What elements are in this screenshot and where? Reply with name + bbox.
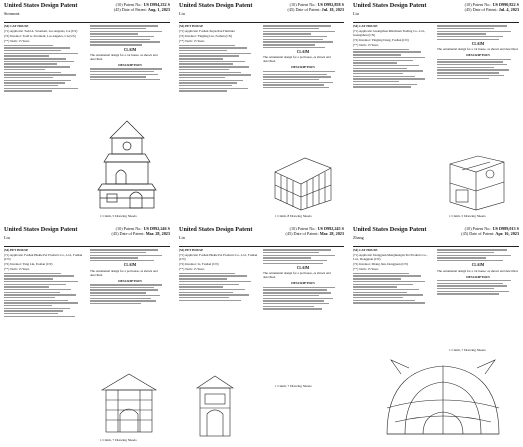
inventor-line: (72) Inventor: Zhang Jian, Dongguan (CN) bbox=[353, 262, 408, 267]
patent-header bbox=[353, 2, 519, 23]
term: (**) Term: 15 Years bbox=[4, 39, 30, 44]
description-heading: DESCRIPTION bbox=[291, 65, 315, 70]
patent-number-block bbox=[287, 2, 344, 12]
term: (**) Term: 15 Years bbox=[353, 267, 379, 272]
patent-date: Mar. 28, 2023 bbox=[319, 231, 344, 236]
applicant: (71) Applicant: Todd A. Stromont, Los Angeles, CA (US) bbox=[4, 29, 78, 34]
patent-header bbox=[4, 226, 170, 247]
item-title: (54) PET HOUSE bbox=[4, 248, 29, 252]
right-column bbox=[263, 248, 343, 378]
claim-text: The ornamental design for a cat house, as shown and described. bbox=[437, 47, 519, 52]
patent-number: US D990,822 S bbox=[492, 2, 519, 7]
claim-text: The ornamental design for a pet house, as shown and described. bbox=[263, 55, 331, 64]
patent-document bbox=[175, 224, 348, 447]
left-column bbox=[4, 248, 86, 443]
claim-text: The ornamental design for a cat house, as shown and described. bbox=[437, 268, 519, 273]
patent-number-label: (10) Patent No.: bbox=[115, 226, 143, 231]
inventor-name: Stromont bbox=[4, 11, 20, 16]
patent-date: Jul. 4, 2023 bbox=[498, 7, 519, 12]
claim-heading: CLAIM bbox=[296, 50, 310, 55]
patent-title: United States Design Patent bbox=[353, 226, 427, 233]
patent-number: US D992,246 S bbox=[143, 226, 170, 231]
patent-header bbox=[353, 226, 519, 247]
patent-date-label: (45) Date of Patent: bbox=[113, 7, 147, 12]
description-heading: DESCRIPTION bbox=[291, 281, 315, 286]
inventor-line: (72) Inventor: Yingting Liu, Foshan (CN) bbox=[179, 34, 233, 39]
patent-date-label: (45) Date of Patent: bbox=[285, 231, 319, 236]
left-column bbox=[353, 248, 433, 373]
right-column bbox=[90, 248, 170, 373]
item-title: (54) CAT HOUSE bbox=[353, 248, 378, 252]
pet-house-drawing bbox=[98, 370, 160, 436]
inventor-name: Liu bbox=[353, 11, 359, 16]
patent-number: US D994,232 S bbox=[143, 2, 170, 7]
inventor-line: (72) Inventor: Li, Foshan (CN) bbox=[179, 262, 219, 267]
patent-number-block bbox=[112, 226, 170, 236]
patent-date: Jul. 18, 2023 bbox=[321, 7, 344, 12]
description-heading: DESCRIPTION bbox=[466, 274, 490, 279]
inventor-name: Lin bbox=[179, 235, 185, 240]
patent-number-label: (10) Patent No.: bbox=[289, 226, 317, 231]
right-column bbox=[437, 24, 519, 149]
pet-house-drawing bbox=[195, 374, 235, 438]
drawing-caption: 1 Claim, 5 Drawing Sheets bbox=[449, 214, 486, 218]
patent-date-label: (45) Date of Patent: bbox=[111, 231, 145, 236]
patent-title: United States Design Patent bbox=[4, 2, 78, 9]
item-title: (54) PET HOUSE bbox=[179, 24, 204, 28]
applicant: (71) Applicant: Guangzhou Minchuan Trading Co., Ltd., Guangzhou (CN) bbox=[353, 29, 426, 38]
patent-date-label: (45) Date of Patent: bbox=[461, 231, 495, 236]
patent-number: US D992,245 S bbox=[317, 226, 344, 231]
patent-number-block bbox=[461, 226, 519, 236]
applicant: (71) Applicant: Foshan Huahe Pet Products Co., Ltd., Foshan (CN) bbox=[4, 253, 83, 262]
item-title: (54) PET HOUSE bbox=[179, 248, 204, 252]
inventor-line: (72) Inventor: Yingting Dong, Foshan (CN) bbox=[353, 38, 409, 43]
right-column bbox=[263, 24, 343, 154]
right-column bbox=[437, 248, 519, 353]
right-column bbox=[90, 24, 170, 114]
inventor-line: (72) Inventor: Todd A. Stromont, Los Angeles, CA (US) bbox=[4, 34, 76, 39]
patent-date-label: (45) Date of Patent: bbox=[287, 7, 321, 12]
patent-date-label: (45) Date of Patent: bbox=[464, 7, 498, 12]
patent-number: US D989,013 S bbox=[492, 226, 519, 231]
claim-heading: CLAIM bbox=[123, 47, 137, 52]
inventor-name: Zhang bbox=[353, 235, 364, 240]
patent-number-block bbox=[286, 226, 344, 236]
description-heading: DESCRIPTION bbox=[118, 278, 142, 283]
cat-tent-drawing bbox=[377, 356, 509, 440]
drawing-caption: 1 Claim, 7 Drawing Sheets bbox=[100, 438, 137, 442]
claim-heading: CLAIM bbox=[296, 266, 310, 271]
left-column bbox=[4, 24, 86, 219]
claim-heading: CLAIM bbox=[471, 263, 485, 268]
applicant: (71) Applicant: Foshan Xuyuchan Furniture bbox=[179, 29, 235, 34]
drawing-caption: 1 Claim, 7 Drawing Sheets bbox=[275, 384, 312, 388]
left-column bbox=[353, 24, 433, 219]
patent-title: United States Design Patent bbox=[179, 226, 253, 233]
patent-document bbox=[0, 0, 174, 223]
applicant: (71) Applicant: Dongguan Mengmengda Pet Products Co., Ltd., Dongguan (CN) bbox=[353, 253, 428, 262]
inventor-line: (72) Inventor: Yang Lin, Foshan (CN) bbox=[4, 262, 53, 267]
claim-text: The ornamental design for a pet house, as shown and described. bbox=[263, 271, 331, 280]
description-heading: DESCRIPTION bbox=[118, 62, 142, 67]
claim-heading: CLAIM bbox=[471, 42, 485, 47]
claim-heading: CLAIM bbox=[123, 263, 137, 268]
patent-header bbox=[4, 2, 170, 23]
cat-house-drawing bbox=[92, 118, 162, 213]
patent-title: United States Design Patent bbox=[4, 226, 78, 233]
patent-number-block bbox=[114, 2, 170, 12]
patent-number-label: (10) Patent No.: bbox=[289, 2, 317, 7]
term: (**) Term: 15 Years bbox=[4, 267, 30, 272]
drawing-caption: 1 Claim, 7 Drawing Sheets bbox=[449, 348, 486, 352]
pet-house-drawing bbox=[267, 150, 337, 212]
cat-house-drawing bbox=[444, 150, 510, 212]
drawing-caption: 1 Claim, 8 Drawing Sheets bbox=[275, 214, 312, 218]
patent-header bbox=[179, 226, 344, 247]
patent-number-block bbox=[465, 2, 519, 12]
patent-number: US D992,858 S bbox=[317, 2, 344, 7]
patent-header bbox=[179, 2, 344, 23]
item-title: (54) CAT HOUSE bbox=[353, 24, 378, 28]
inventor-name: Liu bbox=[4, 235, 10, 240]
patent-document bbox=[349, 0, 523, 223]
left-column bbox=[179, 24, 259, 219]
term: (**) Term: 15 Years bbox=[179, 267, 205, 272]
patent-number-label: (10) Patent No.: bbox=[464, 2, 492, 7]
term: (**) Term: 15 Years bbox=[179, 39, 205, 44]
patent-number-label: (10) Patent No.: bbox=[464, 226, 492, 231]
term: (**) Term: 15 Years bbox=[353, 43, 379, 48]
description-heading: DESCRIPTION bbox=[466, 53, 490, 58]
inventor-name: Liu bbox=[179, 11, 185, 16]
claim-text: The ornamental design for a cat house, as shown and described. bbox=[90, 52, 158, 61]
patent-document bbox=[175, 0, 348, 223]
patent-title: United States Design Patent bbox=[179, 2, 253, 9]
patent-date: Apr. 16, 2023 bbox=[495, 231, 519, 236]
patent-date: Aug. 1, 2023 bbox=[147, 7, 170, 12]
patent-document bbox=[0, 224, 174, 447]
applicant: (71) Applicant: Foshan Huahe Pet Products Co., Ltd., Foshan (CN) bbox=[179, 253, 258, 262]
drawing-caption: 1 Claim, 5 Drawing Sheets bbox=[100, 214, 137, 218]
item-title: (54) CAT HOUSE bbox=[4, 24, 29, 28]
patent-date: Mar. 28, 2023 bbox=[145, 231, 170, 236]
claim-text: The ornamental design for a pet house, as shown and described. bbox=[90, 268, 158, 277]
patent-document bbox=[349, 224, 523, 447]
patent-number-label: (10) Patent No.: bbox=[115, 2, 143, 7]
patent-title: United States Design Patent bbox=[353, 2, 427, 9]
